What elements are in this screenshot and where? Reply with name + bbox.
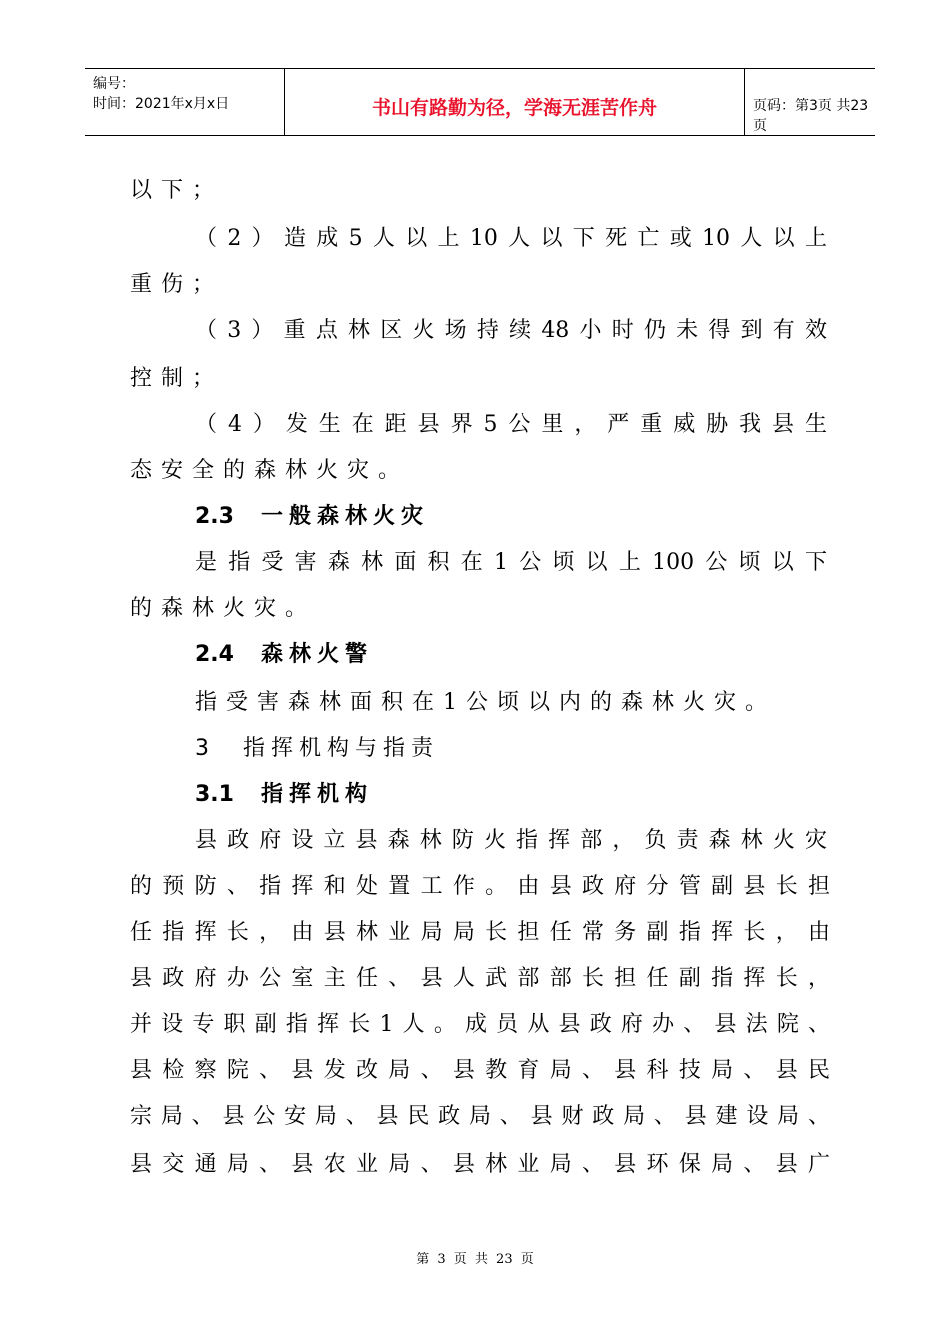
paragraph-line: （2）造成5人以上10人以下死亡或10人以上 xyxy=(195,226,827,251)
section-heading-2-3 xyxy=(195,502,429,532)
header-meta-cell xyxy=(85,69,285,135)
section-number: 2.3 xyxy=(195,504,234,529)
section-heading-3-1 xyxy=(195,780,373,810)
header-motto: 书山有路勤为径，学海无涯苦作舟 xyxy=(371,97,657,119)
paragraph-line: 的森林火灾。 xyxy=(130,596,317,621)
date-label: 时间：2021年x月x日 xyxy=(93,96,230,112)
paragraph-line: 控制； xyxy=(130,366,224,391)
header-page-cell xyxy=(745,69,875,135)
paragraph-line: 指受害森林面积在1公顷以内的森林火灾。 xyxy=(195,690,776,715)
section-heading-3 xyxy=(195,734,439,764)
paragraph-line: 县政府办公室主任、县人武部部长担任副指挥长， xyxy=(130,966,830,991)
paragraph-line: 宗局、县公安局、县民政局、县财政局、县建设局、 xyxy=(130,1104,830,1129)
section-number: 2.4 xyxy=(195,642,234,667)
document-header xyxy=(85,68,875,136)
section-title: 森林火警 xyxy=(261,642,374,667)
paragraph-line: 县交通局、县农业局、县林业局、县环保局、县广 xyxy=(130,1152,830,1177)
paragraph-line: 以下； xyxy=(130,178,224,203)
paragraph-line: 是指受害森林面积在1公顷以上100公顷以下 xyxy=(195,550,827,575)
paragraph-line: 重伤； xyxy=(130,272,224,297)
section-heading-2-4 xyxy=(195,640,373,670)
paragraph-line: 县检察院、县发改局、县教育局、县科技局、县民 xyxy=(130,1058,830,1083)
header-motto-cell xyxy=(285,69,745,135)
section-title: 指挥机构 xyxy=(261,782,374,807)
paragraph-line: 县政府设立县森林防火指挥部，负责森林火灾 xyxy=(195,828,827,853)
paragraph-line: （4）发生在距县界5公里，严重威胁我县生 xyxy=(195,412,827,437)
paragraph-line: （3）重点林区火场持续48小时仍未得到有效 xyxy=(195,318,827,343)
paragraph-line: 的预防、指挥和处置工作。由县政府分管副县长担 xyxy=(130,874,830,899)
paragraph-line: 并设专职副指挥长1人。成员从县政府办、县法院、 xyxy=(130,1012,830,1037)
section-number: 3 xyxy=(195,736,209,761)
serial-number-label: 编号： xyxy=(93,76,135,92)
section-number: 3.1 xyxy=(195,782,234,807)
section-title: 一般森林火灾 xyxy=(261,504,430,529)
page-footer: 第 3 页 共 23 页 xyxy=(416,1252,534,1267)
paragraph-line: 态安全的森林火灾。 xyxy=(130,458,410,483)
section-title: 指挥机构与指责 xyxy=(243,736,440,761)
header-page-number: 页码：第3页 共23页 xyxy=(753,98,869,134)
paragraph-line: 任指挥长，由县林业局局长担任常务副指挥长，由 xyxy=(130,920,830,945)
